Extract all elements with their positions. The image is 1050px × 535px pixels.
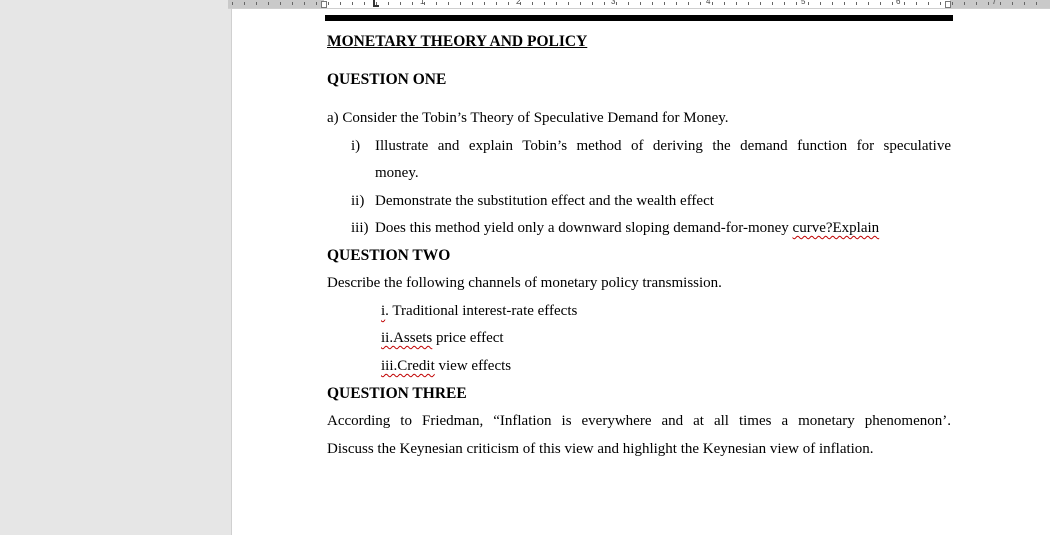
ruler-tick [724,2,725,5]
ruler-tick [472,2,473,5]
ruler-tick [364,2,365,5]
ruler-tick [352,2,353,5]
right-indent-marker[interactable] [945,1,951,8]
ruler-number: 3 [611,0,616,6]
ruler-tick [976,2,977,5]
ruler-tick [736,2,737,5]
ruler-tick [304,2,305,5]
channel-item [381,303,577,320]
channel-item [381,358,511,375]
ruler-tick [880,2,881,5]
left-indent-marker[interactable] [321,1,327,8]
ruler-tick [844,2,845,5]
ruler-tick [496,2,497,5]
ruler-tick [652,2,653,5]
ruler-tick [832,2,833,5]
ruler-tick [688,2,689,5]
ruler-tick [268,2,269,5]
ruler-tick [316,2,317,5]
ruler-tick [532,2,533,5]
spelling-error-word[interactable]: i [381,303,386,319]
ruler-tick [712,2,713,5]
ruler-tick [604,2,605,5]
ruler-tick [904,2,905,5]
channel-item-text: . Traditional interest-rate effects [385,303,578,319]
ruler-tick [556,2,557,5]
ruler-tick [544,2,545,5]
ruler-tick [748,2,749,5]
spelling-error-word[interactable]: curve?Explain [792,220,880,236]
ruler-tick [796,2,797,5]
ruler-tick [328,2,329,5]
ruler-tick [772,2,773,5]
ruler-tick [784,2,785,5]
ruler-tick [1000,2,1001,5]
ruler-tick [256,2,257,5]
ruler-tick [928,2,929,5]
tab-stop-marker[interactable] [373,0,379,7]
ruler-tick [448,2,449,5]
ruler-number: 6 [896,0,901,6]
ruler-tick [244,2,245,5]
ruler-tick [856,2,857,5]
list-number: ii) [351,193,365,209]
ruler-tick [700,2,701,5]
list-item-text: money. [375,165,419,181]
list-item-text: Illustrate and explain Tobin’s method of deriving the demand function for speculative [375,138,951,154]
header-rule [325,15,953,21]
ruler-tick [916,2,917,5]
ruler-tick [1036,2,1037,5]
ruler-tick [1012,2,1013,5]
horizontal-ruler[interactable] [228,0,1050,9]
list-number: i) [351,138,361,154]
ruler-number: 1 [420,0,425,6]
ruler-tick [568,2,569,5]
list-item-text: Demonstrate the substitution effect and the wealth effect [375,193,714,209]
document-title: MONETARY THEORY AND POLICY [327,33,588,50]
ruler-tick [460,2,461,5]
ruler-tick [940,2,941,5]
ruler-number: 2 [516,0,521,6]
ruler-tick [580,2,581,5]
ruler-tick [340,2,341,5]
ruler-tick [508,2,509,5]
ruler-tick [964,2,965,5]
ruler-tick [952,2,953,5]
ruler-left-margin [228,0,324,8]
ruler-tick [640,2,641,5]
ruler-number: 5 [801,0,806,6]
ruler-tick [628,2,629,5]
ruler-tick [232,2,233,5]
question-three-heading: QUESTION THREE [327,385,467,402]
document-page[interactable] [231,9,1050,535]
ruler-tick [616,2,617,5]
ruler-tick [892,2,893,5]
question-three-text: According to Friedman, “Inflation is everywhere and at all times a monetary phenomenon’. [327,413,951,429]
ruler-tick [988,2,989,5]
list-item-text-part: Does this method yield only a downward sloping demand-for-money [375,220,793,236]
question-two-heading: QUESTION TWO [327,247,451,264]
list-item-text [375,220,879,237]
ruler-tick [400,2,401,5]
ruler-tick [664,2,665,5]
ruler-tick [820,2,821,5]
ruler-tick [1024,2,1025,5]
spelling-error-word[interactable]: iii.Credit [381,358,435,374]
ruler-tick [592,2,593,5]
question-three-text: Discuss the Keynesian criticism of this view and highlight the Keynesian view of inflation. [327,441,874,457]
channel-item-text: view effects [434,358,512,374]
question-one-heading: QUESTION ONE [327,71,447,88]
ruler-tick [412,2,413,5]
ruler-number: 4 [706,0,711,6]
ruler-tick [280,2,281,5]
ruler-tick [292,2,293,5]
ruler-tick [676,2,677,5]
channel-item [381,330,504,347]
ruler-tick [868,2,869,5]
ruler-tick [388,2,389,5]
ruler-tick [760,2,761,5]
question-one-intro: a) Consider the Tobin’s Theory of Speculative Demand for Money. [327,110,729,126]
ruler-tick [436,2,437,5]
list-number: iii) [351,220,369,236]
ruler-number: 7 [992,0,997,6]
channel-item-text: price effect [432,330,504,346]
question-two-intro: Describe the following channels of monetary policy transmission. [327,275,722,291]
ruler-tick [484,2,485,5]
ruler-tick [808,2,809,5]
spelling-error-word[interactable]: ii.Assets [381,330,433,346]
